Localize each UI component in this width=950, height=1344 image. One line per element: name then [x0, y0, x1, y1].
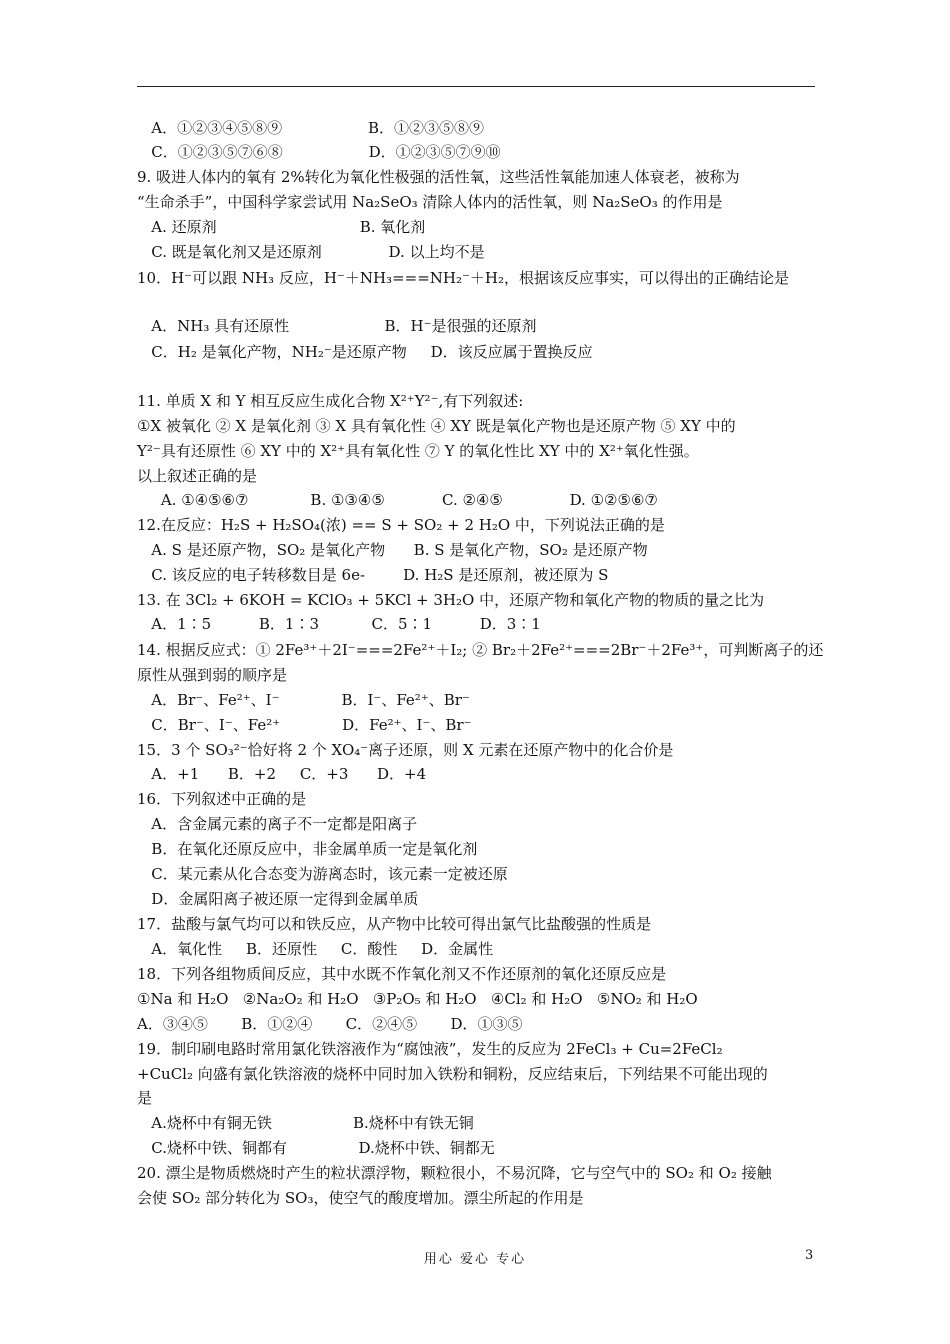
text-line: A．1∶5 B．1∶3 C．5∶1 D．3∶1	[137, 615, 541, 633]
text-line: 会使 SO₂ 部分转化为 SO₃，使空气的酸度增加。漂尘所起的作用是	[137, 1189, 584, 1207]
text-line: 9. 吸进人体内的氧有 2%转化为氧化性极强的活性氧，这些活性氧能加速人体衰老，被称为	[137, 168, 740, 186]
page-number: 3	[805, 1248, 814, 1263]
text-line: B．在氧化还原反应中，非金属单质一定是氧化剂	[137, 840, 478, 858]
text-line: ①X 被氧化 ② X 是氧化剂 ③ X 具有氧化性 ④ XY 既是氧化产物也是还原产物 ⑤ XY 中的	[137, 417, 736, 435]
text-line: 15．3 个 SO₃²⁻恰好将 2 个 XO₄⁻离子还原，则 X 元素在还原产物中的化合价是	[137, 741, 674, 759]
text-line: C．①②③⑤⑦⑥⑧ D．①②③⑤⑦⑨⑩	[137, 143, 501, 161]
text-line: 20. 漂尘是物质燃烧时产生的粒状漂浮物，颗粒很小，不易沉降，它与空气中的 SO₂ 和 O₂ 接触	[137, 1164, 772, 1182]
text-line: A．含金属元素的离子不一定都是阳离子	[137, 815, 418, 833]
text-line: C.烧杯中铁、铜都有 D.烧杯中铁、铜都无	[137, 1139, 495, 1157]
text-line: 18．下列各组物质间反应，其中水既不作氧化剂又不作还原剂的氧化还原反应是	[137, 965, 667, 983]
text-line: 12.在反应：H₂S + H₂SO₄(浓) == S + SO₂ + 2 H₂O 中，下列说法正确的是	[137, 516, 665, 534]
header-rule	[137, 86, 815, 87]
text-line: A. ①④⑤⑥⑦ B. ①③④⑤ C. ②④⑤ D. ①②⑤⑥⑦	[137, 491, 658, 509]
text-line: 10．H⁻可以跟 NH₃ 反应，H⁻＋NH₃===NH₂⁻＋H₂，根据该反应事实，可以得出的正确结论是	[137, 269, 789, 287]
text-line: A．NH₃ 具有还原性 B．H⁻是很强的还原剂	[137, 317, 537, 335]
text-line: C．H₂ 是氧化产物，NH₂⁻是还原产物 D．该反应属于置换反应	[137, 343, 593, 361]
text-line: 17．盐酸与氯气均可以和铁反应，从产物中比较可得出氯气比盐酸强的性质是	[137, 915, 652, 933]
text-line: 16．下列叙述中正确的是	[137, 790, 307, 808]
text-line: A. 还原剂 B. 氧化剂	[137, 218, 426, 236]
text-line: ①Na 和 H₂O ②Na₂O₂ 和 H₂O ③P₂O₅ 和 H₂O ④Cl₂ 和 H₂O ⑤NO₂ 和 H₂O	[137, 990, 698, 1008]
text-line: 14. 根据反应式：① 2Fe³⁺＋2I⁻===2Fe²⁺＋I₂; ② Br₂＋2Fe²⁺===2Br⁻＋2Fe³⁺，可判断离子的还	[137, 641, 824, 659]
text-line: D．金属阳离子被还原一定得到金属单质	[137, 890, 419, 908]
text-line: 19．制印刷电路时常用氯化铁溶液作为“腐蚀液”，发生的反应为 2FeCl₃ + Cu=2FeCl₂	[137, 1040, 723, 1058]
text-line: +CuCl₂ 向盛有氯化铁溶液的烧杯中同时加入铁粉和铜粉，反应结束后，下列结果不可能出现的	[137, 1065, 768, 1083]
text-line: A．Br⁻、Fe²⁺、I⁻ B．I⁻、Fe²⁺、Br⁻	[137, 691, 470, 709]
text-line: 11. 单质 X 和 Y 相互反应生成化合物 X²⁺Y²⁻,有下列叙述:	[137, 392, 524, 410]
text-line: C．Br⁻、I⁻、Fe²⁺ D．Fe²⁺、I⁻、Br⁻	[137, 716, 472, 734]
text-line: 13. 在 3Cl₂ + 6KOH = KClO₃ + 5KCl + 3H₂O 中，还原产物和氧化产物的物质的量之比为	[137, 591, 765, 609]
text-line: A．+1 B．+2 C．+3 D．+4	[137, 765, 427, 783]
text-line: “生命杀手”，中国科学家尝试用 Na₂SeO₃ 清除人体内的活性氧，则 Na₂SeO₃ 的作用是	[137, 193, 723, 211]
page-footer: 用心 爱心 专心	[423, 1252, 527, 1267]
text-line: 是	[137, 1089, 153, 1107]
text-line: 原性从强到弱的顺序是	[137, 666, 288, 684]
text-line: C. 既是氧化剂又是还原剂 D. 以上均不是	[137, 243, 485, 261]
text-line: A．③④⑤ B．①②④ C．②④⑤ D．①③⑤	[137, 1015, 523, 1033]
text-line: A.烧杯中有铜无铁 B.烧杯中有铁无铜	[137, 1114, 474, 1132]
text-line: C．某元素从化合态变为游离态时，该元素一定被还原	[137, 865, 508, 883]
text-line: Y²⁻具有还原性 ⑥ XY 中的 X²⁺具有氧化性 ⑦ Y 的氧化性比 XY 中的 X²⁺氧化性强。	[137, 442, 699, 460]
text-line: 以上叙述正确的是	[137, 467, 258, 485]
text-line: A. S 是还原产物，SO₂ 是氧化产物 B. S 是氧化产物，SO₂ 是还原产物	[137, 541, 648, 559]
text-line: C. 该反应的电子转移数目是 6e- D. H₂S 是还原剂，被还原为 S	[137, 566, 609, 584]
text-line: A．①②③④⑤⑧⑨ B．①②③⑤⑧⑨	[137, 119, 484, 137]
text-line: A．氧化性 B．还原性 C．酸性 D．金属性	[137, 940, 494, 958]
